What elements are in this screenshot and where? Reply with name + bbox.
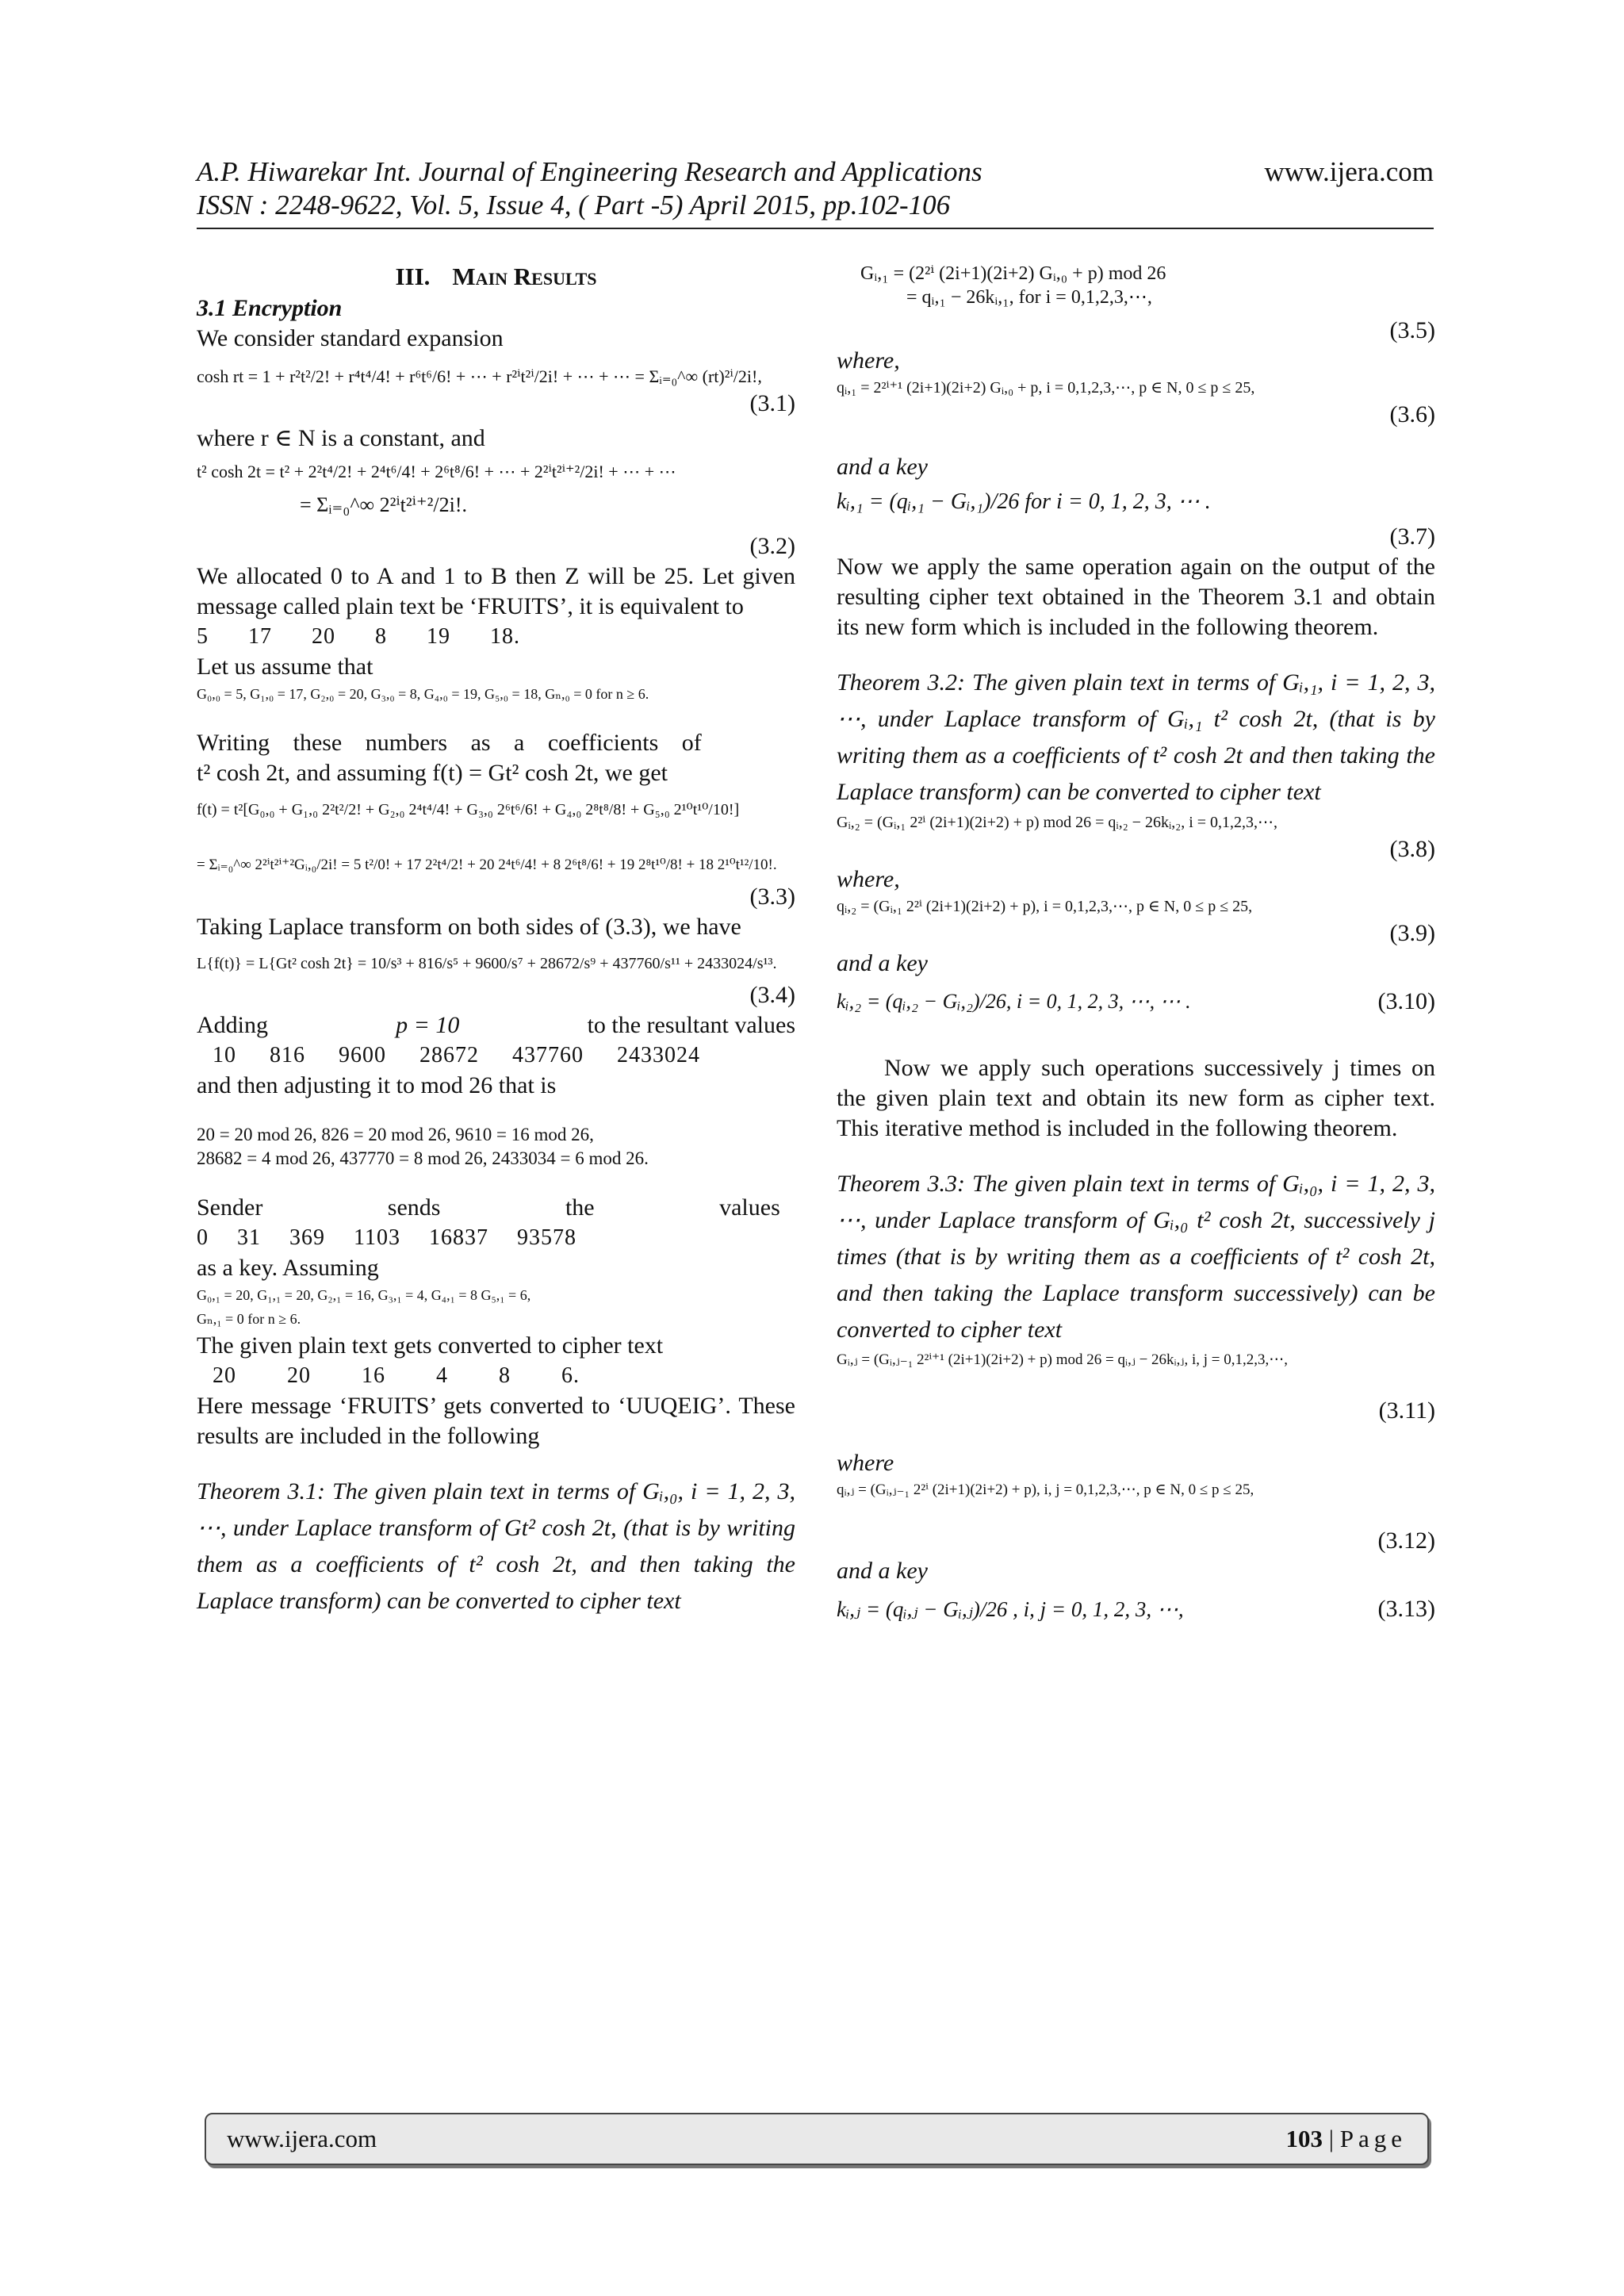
mod-results-row2: 28682 = 4 mod 26, 437770 = 8 mod 26, 2433034 = 6 mod 26. [197,1148,649,1168]
equation-tag: (3.8) [1389,836,1435,862]
equation-tag: (3.9) [1389,920,1435,946]
cipher-values: 20 20 16 4 8 6. [213,1363,580,1388]
right-column [837,262,1435,1624]
text: to the resultant values [587,1012,795,1038]
page-number: 103 [1285,2125,1323,2152]
equation-tag: (3.6) [1389,401,1435,427]
equation-3-1: cosh rt = 1 + r²t²/2! + r⁴t⁴/4! + r⁶t⁶/6! + ⋯ + r²ⁱt²ⁱ/2i! + ⋯ + ⋯ = Σᵢ₌₀^∞ (rt)²ⁱ/2i!, [197,366,762,386]
equation-tag: (3.3) [749,884,795,910]
p-value: p = 10 [396,1012,460,1038]
paragraph: Now we apply the same operation again on the output of the resulting cipher text obtained in the Theorem 3.1 and obtain its new form which is included in the following theorem. [837,554,1435,640]
equation-3-7: kᵢ,₁ = (qᵢ,₁ − Gᵢ,₁)/26 for i = 0, 1, 2, 3, ⋯ . [837,489,1211,514]
paragraph: Now we apply such operations successively j times on the given plain text and obtain its new form as cipher text. This iterative method is included in the following theorem. [837,1055,1435,1141]
text: Adding [197,1012,268,1038]
initial-coefficients: G₀,₀ = 5, G₁,₀ = 17, G₂,₀ = 20, G₃,₀ = 8, G₄,₀ = 19, G₅,₀ = 18, Gₙ,₀ = 0 for n ≥ 6. [197,686,649,702]
equation-row [837,1594,1435,1624]
paragraph: The given plain text gets converted to cipher text [197,1332,664,1359]
paragraph: and then adjusting it to mod 26 that is [197,1072,557,1098]
key-values: 0 31 369 1103 16837 93578 [197,1225,576,1250]
page-number-label [1286,2114,1407,2164]
where-label: where, [837,347,900,374]
key-label: and a key [837,454,928,480]
equation-tag: (3.2) [749,533,795,559]
page-word: Page [1339,2125,1407,2152]
equation-3-13: kᵢ,ⱼ = (qᵢ,ⱼ − Gᵢ,ⱼ)/26 , i, j = 0, 1, 2, 3, ⋯, [837,1597,1184,1621]
equation-3-10: kᵢ,₂ = (qᵢ,₂ − Gᵢ,₂)/26, i = 0, 1, 2, 3, ⋯, ⋯ . [837,990,1191,1013]
cipher-coefficients-rest: Gₙ,₁ = 0 for n ≥ 6. [197,1311,301,1327]
key-label: and a key [837,1558,928,1584]
running-header [197,155,1434,222]
equation-3-3b: = Σᵢ₌₀^∞ 2²ⁱt²ⁱ⁺²Gᵢ,₀/2i! = 5 t²/0! + 17 2²t⁴/2! + 20 2⁴t⁶/4! + 8 2⁶t⁸/6! + 19 2⁸t¹⁰/8! + 18 2¹⁰t¹²/10!. [197,857,777,873]
equation-tag: (3.5) [1389,317,1435,343]
equation-tag: (3.4) [749,982,795,1008]
footer-website-link[interactable]: www.ijera.com [227,2125,377,2152]
paragraph [197,1010,795,1041]
equation-3-6: qᵢ,₁ = 2²ⁱ⁺¹ (2i+1)(2i+2) Gᵢ,₀ + p, i = 0,1,2,3,⋯, p ∈ N, 0 ≤ p ≤ 25, [837,379,1255,397]
equation-tag: (3.7) [1389,523,1435,550]
equation-tag: (3.11) [1378,1397,1435,1424]
equation-tag: (3.1) [749,390,795,416]
equation-3-2b: = Σᵢ₌₀^∞ 2²ⁱt²ⁱ⁺²/2i!. [300,493,467,516]
equation-tag: (3.13) [1377,1596,1435,1622]
equation-3-4: L{f(t)} = L{Gt² cosh 2t} = 10/s³ + 816/s⁵ + 9600/s⁷ + 28672/s⁹ + 437760/s¹¹ + 2433024/s¹³. [197,955,777,972]
footer-separator: | [1328,2125,1334,2152]
equation-3-3a: f(t) = t²[G₀,₀ + G₁,₀ 2²t²/2! + G₂,₀ 2⁴t⁴/4! + G₃,₀ 2⁶t⁶/6! + G₄,₀ 2⁸t⁸/8! + G₅,₀ 2¹⁰t¹⁰/10!] [197,801,740,818]
equation-3-11: Gᵢ,ⱼ = (Gᵢ,ⱼ₋₁ 2²ⁱ⁺¹ (2i+1)(2i+2) + p) mod 26 = qᵢ,ⱼ − 26kᵢ,ⱼ, i, j = 0,1,2,3,⋯, [837,1351,1288,1368]
equation-3-2a: t² cosh 2t = t² + 2²t⁴/2! + 2⁴t⁶/4! + 2⁶t⁸/6! + ⋯ + 2²ⁱt²ⁱ⁺²/2i! + ⋯ + ⋯ [197,462,676,481]
header-rule [197,228,1434,229]
paragraph: Taking Laplace transform on both sides of (3.3), we have [197,914,741,940]
equation-3-12: qᵢ,ⱼ = (Gᵢ,ⱼ₋₁ 2²ⁱ (2i+1)(2i+2) + p), i, j = 0,1,2,3,⋯, p ∈ N, 0 ≤ p ≤ 25, [837,1481,1254,1498]
cipher-coefficients: G₀,₁ = 20, G₁,₁ = 20, G₂,₁ = 16, G₃,₁ = 4, G₄,₁ = 8 G₅,₁ = 6, [197,1287,531,1303]
plain-text-values: 5 17 20 8 19 18. [197,624,520,649]
where-label: where, [837,866,900,892]
header-issn-line: ISSN : 2248-9622, Vol. 5, Issue 4, ( Part -5) April 2015, pp.102-106 [197,190,951,220]
paragraph: Sender sends the values [197,1194,780,1221]
equation-tag: (3.10) [1377,988,1435,1014]
paragraph: We allocated 0 to A and 1 to B then Z will be 25. Let given message called plain text be ‘FRUITS’, it is equivalent to [197,563,795,619]
paragraph: Writing these numbers as a coefficients of [197,730,702,756]
paragraph: t² cosh 2t, and assuming f(t) = Gt² cosh 2t, we get [197,760,668,786]
equation-tag: (3.12) [1377,1527,1435,1554]
theorem-3-3: Theorem 3.3: The given plain text in terms of Gᵢ,₀, i = 1, 2, 3, ⋯, under Laplace transform of Gᵢ,₀ t² cosh 2t, successively j times (that is by writing them as a coefficients of t² cosh 2t, and then taking the Laplace transform successively) can be converted to cipher text [837,1171,1435,1343]
laplace-values: 10 816 9600 28672 437760 2433024 [213,1043,700,1068]
paragraph: Here message ‘FRUITS’ gets converted to ‘UUQEIG’. These results are included in the following [197,1393,795,1449]
header-website-link[interactable]: www.ijera.com [1264,156,1434,187]
equation-3-9: qᵢ,₂ = (Gᵢ,₁ 2²ⁱ (2i+1)(2i+2) + p), i = 0,1,2,3,⋯, p ∈ N, 0 ≤ p ≤ 25, [837,898,1253,915]
equation-row [837,987,1435,1017]
section-number: III. [395,263,431,290]
paragraph: We consider standard expansion [197,325,504,351]
page-footer [205,2113,1429,2165]
theorem-3-1: Theorem 3.1: The given plain text in terms of Gᵢ,₀, i = 1, 2, 3, ⋯, under Laplace transform of Gt² cosh 2t, (that is by writing them as a coefficients of t² cosh 2t, and then taking the Laplace transform) can be converted to cipher text [197,1478,795,1614]
equation-3-5a: Gᵢ,₁ = (2²ⁱ (2i+1)(2i+2) Gᵢ,₀ + p) mod 26 [860,263,1166,284]
theorem-3-2: Theorem 3.2: The given plain text in terms of Gᵢ,₁, i = 1, 2, 3, ⋯, under Laplace transform of Gᵢ,₁ t² cosh 2t, (that is by writing them as a coefficients of t² cosh 2t and then taking the Laplace transform) can be converted to cipher text [837,669,1435,805]
equation-3-5b: = qᵢ,₁ − 26kᵢ,₁, for i = 0,1,2,3,⋯, [906,287,1152,308]
section-heading [197,262,795,292]
key-label: and a key [837,950,928,976]
paragraph: as a key. Assuming [197,1255,379,1281]
paragraph: Let us assume that [197,654,373,680]
mod-results-row1: 20 = 20 mod 26, 826 = 20 mod 26, 9610 = 16 mod 26, [197,1125,594,1144]
where-label: where [837,1450,894,1476]
paragraph: where r ∈ N is a constant, and [197,425,485,451]
subsection-heading: 3.1 Encryption [197,295,343,321]
section-title: Main Results [452,263,597,290]
equation-3-8: Gᵢ,₂ = (Gᵢ,₁ 2²ⁱ (2i+1)(2i+2) + p) mod 26 = qᵢ,₂ − 26kᵢ,₂, i = 0,1,2,3,⋯, [837,814,1278,831]
left-column [197,262,795,1619]
header-journal-line: A.P. Hiwarekar Int. Journal of Engineering Research and Applications [197,156,982,187]
